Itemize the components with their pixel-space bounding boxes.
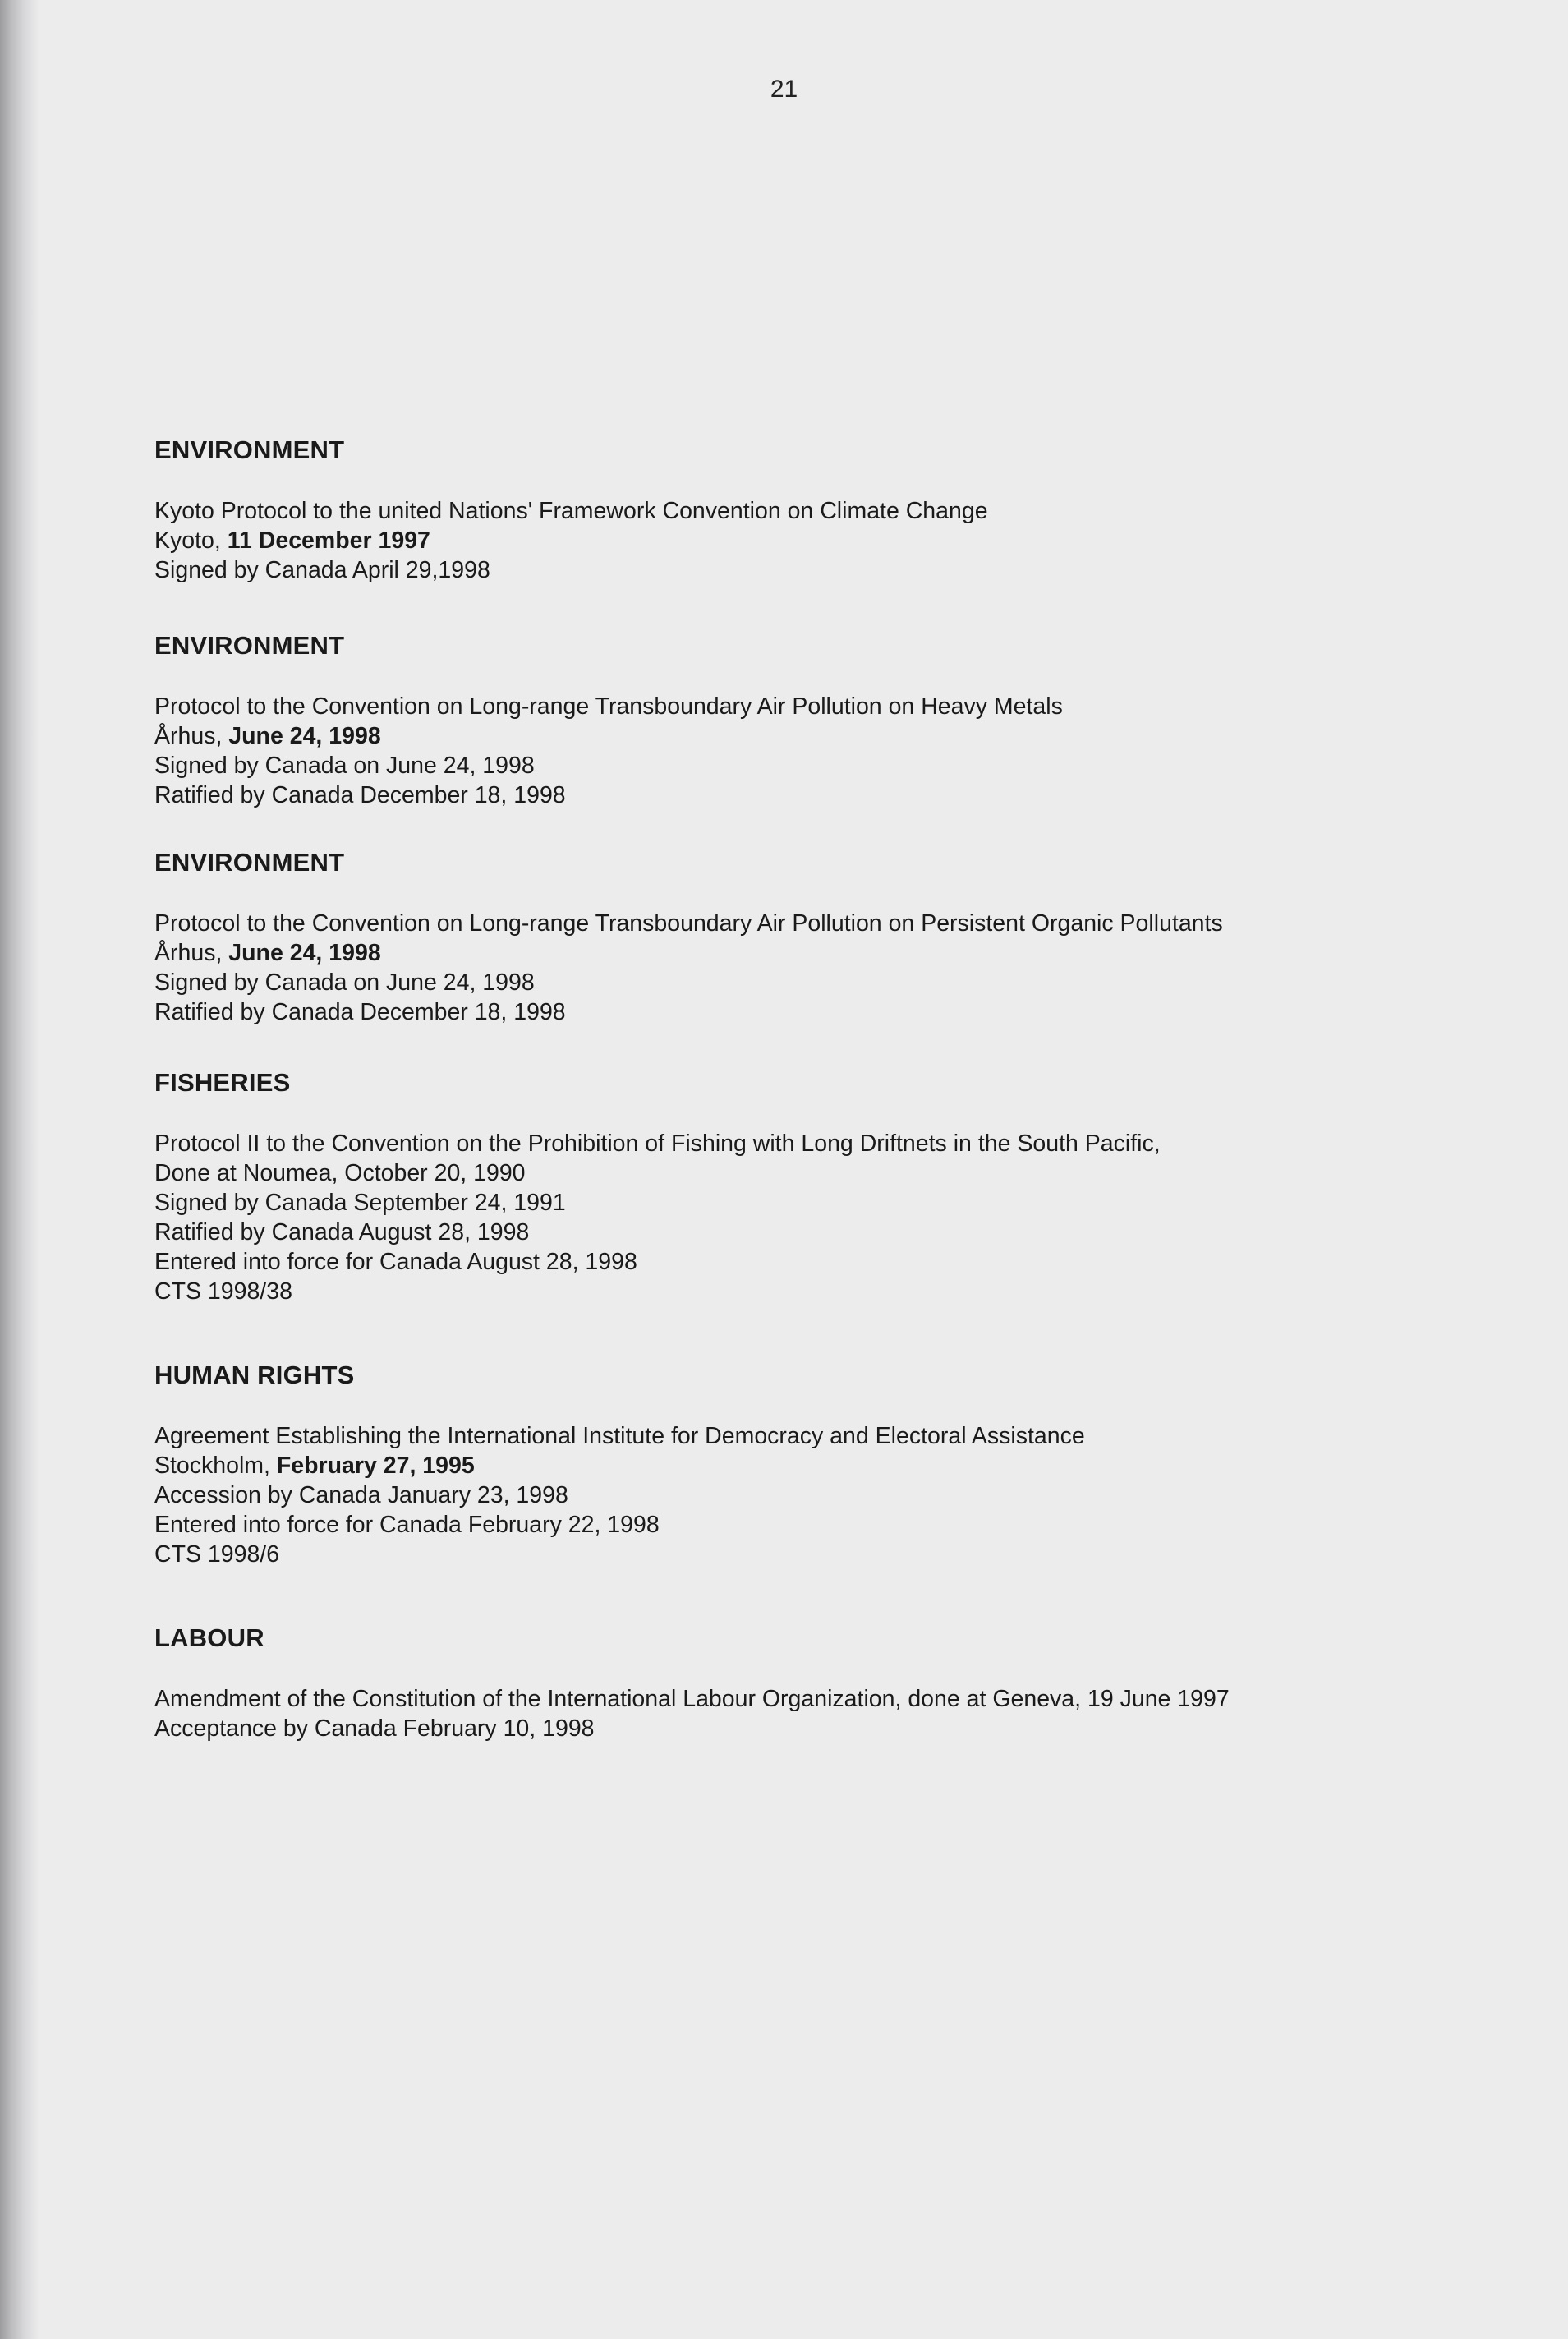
treaty-place-date [154,938,1419,968]
treaty-title: Protocol to the Convention on Long-range Transboundary Air Pollution on Persistent Organic Pollutants [154,910,1223,937]
treaty-title: Protocol II to the Convention on the Prohibition of Fishing with Long Driftnets in the South Pacific, [154,1130,1161,1157]
treaty-detail: CTS 1998/6 [154,1541,280,1568]
binding-edge-shadow [0,0,39,2339]
treaty-detail: Ratified by Canada December 18, 1998 [154,782,566,808]
treaty-entry-environment-heavy-metals [154,631,1419,810]
treaty-detail: Ratified by Canada August 28, 1998 [154,1219,530,1245]
treaty-date: June 24, 1998 [228,723,381,749]
treaty-list [154,435,1419,1743]
treaty-place-date [154,526,1419,555]
treaty-detail: Entered into force for Canada February 22, 1998 [154,1512,660,1538]
section-heading: ENVIRONMENT [154,848,345,877]
treaty-title: Amendment of the Constitution of the International Labour Organization, done at Geneva, 19 June 1997 [154,1686,1230,1712]
treaty-place-date: Done at Noumea, October 20, 1990 [154,1160,526,1186]
treaty-detail: Signed by Canada on June 24, 1998 [154,753,535,779]
treaty-detail: Entered into force for Canada August 28, 1998 [154,1249,637,1275]
treaty-entry-labour [154,1623,1419,1743]
treaty-title: Kyoto Protocol to the united Nations' Framework Convention on Climate Change [154,498,988,524]
section-heading: ENVIRONMENT [154,435,345,464]
treaty-date: 11 December 1997 [227,527,430,554]
treaty-place: Århus, [154,940,229,966]
treaty-detail: Signed by Canada April 29,1998 [154,557,490,583]
page-number: 21 [770,76,798,103]
treaty-date: June 24, 1998 [228,940,381,966]
section-heading: HUMAN RIGHTS [154,1361,355,1389]
treaty-detail: Ratified by Canada December 18, 1998 [154,999,566,1025]
treaty-title: Protocol to the Convention on Long-range Transboundary Air Pollution on Heavy Metals [154,693,1063,720]
treaty-detail: Acceptance by Canada February 10, 1998 [154,1715,595,1742]
treaty-entry-environment-kyoto [154,435,1419,585]
section-heading: FISHERIES [154,1068,291,1097]
treaty-place: Kyoto, [154,527,228,554]
section-heading: ENVIRONMENT [154,631,345,660]
treaty-title: Agreement Establishing the International Institute for Democracy and Electoral Assistance [154,1423,1085,1449]
treaty-date: February 27, 1995 [276,1453,475,1479]
treaty-place: Århus, [154,723,229,749]
treaty-place: Stockholm, [154,1453,277,1479]
treaty-detail: Signed by Canada on June 24, 1998 [154,969,535,996]
section-heading: LABOUR [154,1623,264,1652]
treaty-entry-environment-pops [154,848,1419,1027]
treaty-detail: CTS 1998/38 [154,1278,292,1305]
treaty-place-date [154,721,1419,751]
treaty-detail: Signed by Canada September 24, 1991 [154,1190,566,1216]
treaty-detail: Accession by Canada January 23, 1998 [154,1482,568,1508]
treaty-place-date [154,1451,1419,1480]
treaty-entry-human-rights [154,1361,1419,1569]
treaty-entry-fisheries [154,1068,1419,1306]
